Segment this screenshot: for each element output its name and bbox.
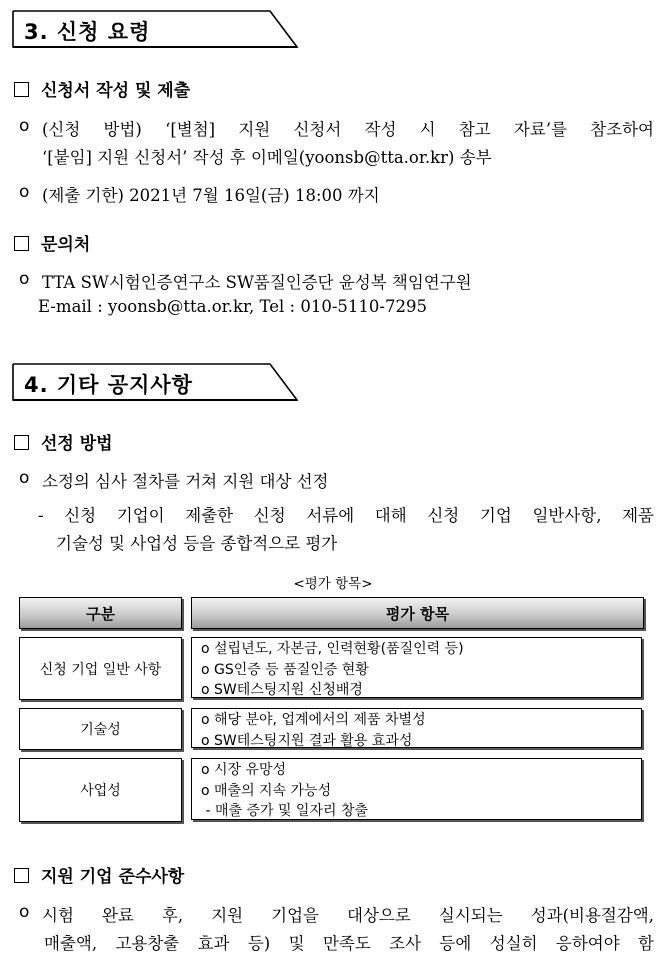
section-4-title: 4. 기타 공지사항	[24, 373, 193, 397]
table-row-items	[191, 708, 642, 748]
table-header-category: 구분	[19, 597, 182, 629]
subheading-contact: 문의처	[14, 230, 90, 255]
compliance-line1: 시험 완료 후, 지원 기업을 대상으로 실시되는 성과(비용절감액,	[42, 906, 654, 925]
table-caption: <평가 항목>	[293, 576, 373, 592]
compliance-line2: 매출액, 고용창출 효과 등) 및 만족도 조사 등에 성실히 응하여야 함	[44, 934, 654, 953]
table-row-category: 신청 기업 일반 사항	[19, 637, 182, 700]
evaluation-item: o 매출의 지속 가능성	[201, 782, 332, 799]
subheading-application: 신청서 작성 및 제출	[14, 76, 190, 101]
subheading-selection: 선정 방법	[14, 429, 113, 454]
square-bullet-icon	[14, 82, 29, 97]
subheading-compliance: 지원 기업 준수사항	[14, 862, 184, 887]
table-header-items: 평가 항목	[191, 597, 644, 629]
selection-process: 소정의 심사 절차를 거쳐 지원 대상 선정	[42, 472, 329, 491]
evaluation-item: o SW테스팅지원 신청배경	[201, 682, 363, 698]
evaluation-item: o 해당 분야, 업계에서의 제품 차별성	[201, 712, 426, 728]
table-row-category: 사업성	[19, 758, 182, 822]
evaluation-item: o SW테스팅지원 결과 활용 효과성	[201, 732, 413, 749]
contact-email-phone: E-mail : yoonsb@tta.or.kr, Tel : 010-5110-7295	[38, 297, 427, 316]
application-method-line1: (신청 방법) ‘[별첨] 지원 신청서 작성 시 참고 자료’를 참조하여	[42, 120, 654, 139]
evaluation-item: o GS인증 등 품질인증 현황	[201, 661, 369, 678]
square-bullet-icon	[14, 435, 29, 450]
table-row-items	[191, 758, 642, 820]
evaluation-item: o 시장 유망성	[201, 762, 287, 778]
bullet-icon: o	[19, 182, 30, 202]
contact-person: TTA SW시험인증연구소 SW품질인증단 윤성복 책임연구원	[42, 273, 472, 292]
evaluation-item: o 설립년도, 자본금, 인력현황(품질인력 등)	[201, 641, 464, 657]
evaluation-description-line1: - 신청 기업이 제출한 신청 서류에 대해 신청 기업 일반사항, 제품	[38, 506, 654, 525]
submission-deadline: (제출 기한) 2021년 7월 16일(금) 18:00 까지	[42, 186, 380, 205]
evaluation-description-line2: 기술성 및 사업성 등을 종합적으로 평가	[56, 534, 338, 553]
bullet-icon: o	[19, 269, 30, 289]
bullet-icon: o	[19, 468, 30, 488]
application-method-line2: ‘[붙임] 지원 신청서’ 작성 후 이메일(yoonsb@tta.or.kr) 송부	[42, 148, 492, 167]
bullet-icon: o	[19, 902, 30, 922]
table-row-items	[191, 637, 642, 698]
square-bullet-icon	[14, 868, 29, 883]
square-bullet-icon	[14, 236, 29, 251]
evaluation-sub-item: - 매출 증가 및 일자리 창출	[201, 803, 368, 819]
bullet-icon: o	[19, 116, 30, 136]
section-3-title: 3. 신청 요령	[24, 20, 151, 44]
table-row-category: 기술성	[19, 708, 182, 750]
